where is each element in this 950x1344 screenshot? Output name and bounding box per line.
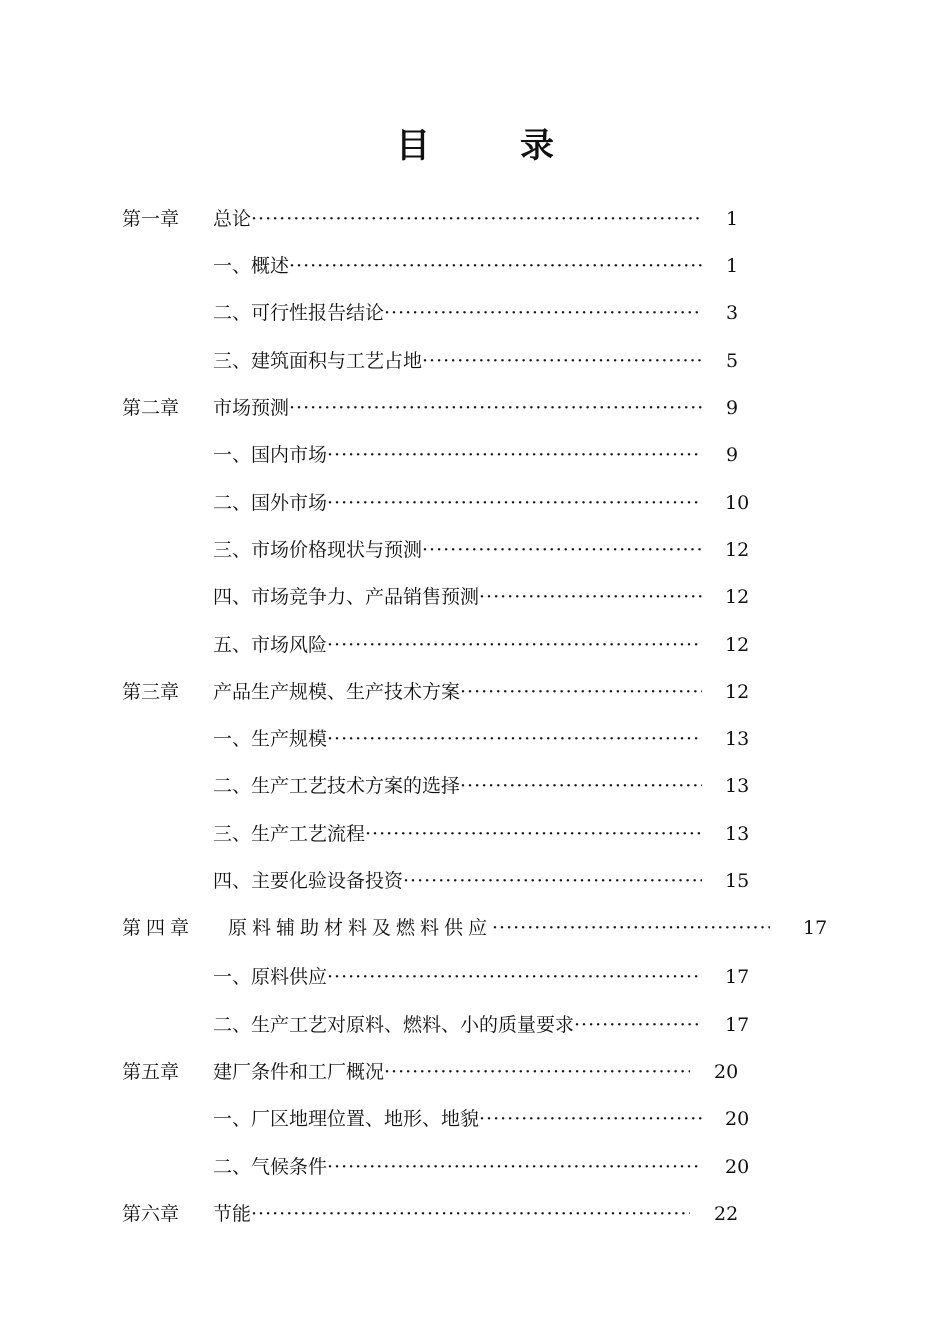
entry-title[interactable]: 建厂条件和工厂概况 ····· <box>213 1057 690 1087</box>
toc-entry[interactable] <box>0 1057 950 1087</box>
page-number: 20 <box>725 1156 750 1178</box>
toc-entry[interactable] <box>0 298 950 328</box>
chapter-number: 第四章 <box>122 917 195 939</box>
page-number: 3 <box>726 302 739 324</box>
page-number: 1 <box>726 255 739 277</box>
chapter-number: 第一章 <box>122 208 180 230</box>
entry-title[interactable]: 四、市场竞争力、产品销售预测 ····· <box>213 582 702 612</box>
entry-title[interactable]: 二、生产工艺技术方案的选择 ····· <box>213 771 702 801</box>
chapter-number: 第二章 <box>122 397 180 419</box>
page-number: 9 <box>726 444 739 466</box>
page-number: 20 <box>714 1061 739 1083</box>
entry-title[interactable]: 一、原料供应 ····· <box>213 962 702 992</box>
toc-entry[interactable] <box>0 1104 950 1134</box>
toc-entry[interactable] <box>0 393 950 423</box>
entry-title[interactable]: 原料辅助材料及燃料供应 ····· <box>228 913 770 943</box>
page-number: 9 <box>726 397 739 419</box>
page-number: 17 <box>803 917 828 939</box>
page-title: 目 录 <box>396 126 582 166</box>
chapter-number: 第五章 <box>122 1061 180 1083</box>
toc-entry[interactable] <box>0 866 950 896</box>
entry-title[interactable]: 二、国外市场 ····· <box>213 488 702 518</box>
toc-entry[interactable] <box>0 913 950 943</box>
entry-title[interactable]: 三、建筑面积与工艺占地 ····· <box>213 346 702 376</box>
entry-title[interactable]: 二、可行性报告结论 ····· <box>213 298 702 328</box>
entry-title[interactable]: 三、市场价格现状与预测 ····· <box>213 535 702 565</box>
entry-title[interactable]: 四、主要化验设备投资 ····· <box>213 866 702 896</box>
entry-title[interactable]: 三、生产工艺流程 ····· <box>213 819 702 849</box>
entry-title[interactable]: 总论 ····· <box>213 204 702 234</box>
toc-entry[interactable] <box>0 677 950 707</box>
entry-title[interactable]: 一、国内市场 ····· <box>213 440 702 470</box>
toc-entry[interactable] <box>0 962 950 992</box>
page-number: 12 <box>725 539 750 561</box>
entry-title[interactable]: 一、生产规模 ····· <box>213 724 702 754</box>
toc-entry[interactable] <box>0 1152 950 1182</box>
page-number: 12 <box>725 634 750 656</box>
toc-entry[interactable] <box>0 1199 950 1229</box>
entry-title[interactable]: 二、气候条件 ····· <box>213 1152 702 1182</box>
toc-entry[interactable] <box>0 535 950 565</box>
toc-entry[interactable] <box>0 346 950 376</box>
page-number: 5 <box>726 350 739 372</box>
toc-entry[interactable] <box>0 204 950 234</box>
toc-entry[interactable] <box>0 440 950 470</box>
entry-title[interactable]: 一、厂区地理位置、地形、地貌 ····· <box>213 1104 702 1134</box>
entry-title[interactable]: 市场预测 ····· <box>213 393 702 423</box>
toc-entry[interactable] <box>0 488 950 518</box>
page-number: 1 <box>726 208 739 230</box>
page-number: 12 <box>725 586 750 608</box>
page-number: 13 <box>725 775 750 797</box>
toc-entry[interactable] <box>0 630 950 660</box>
page-number: 13 <box>725 728 750 750</box>
chapter-number: 第六章 <box>122 1203 180 1225</box>
entry-title[interactable]: 一、概述 ····· <box>213 251 702 281</box>
page-number: 22 <box>714 1203 739 1225</box>
page-number: 10 <box>725 492 750 514</box>
toc-entry[interactable] <box>0 582 950 612</box>
page-number: 12 <box>725 681 750 703</box>
page-number: 17 <box>725 1014 750 1036</box>
toc-entry[interactable] <box>0 251 950 281</box>
toc-entry[interactable] <box>0 771 950 801</box>
page-number: 13 <box>725 823 750 845</box>
toc-entry[interactable] <box>0 819 950 849</box>
entry-title[interactable]: 二、生产工艺对原料、燃料、小的质量要求 ····· <box>213 1010 702 1040</box>
chapter-number: 第三章 <box>122 681 180 703</box>
page-number: 15 <box>725 870 750 892</box>
page-number: 17 <box>725 966 750 988</box>
toc-entry[interactable] <box>0 724 950 754</box>
entry-title[interactable]: 节能 ····· <box>213 1199 690 1229</box>
toc-entry[interactable] <box>0 1010 950 1040</box>
page-number: 20 <box>725 1108 750 1130</box>
entry-title[interactable]: 五、市场风险 ····· <box>213 630 702 660</box>
entry-title[interactable]: 产品生产规模、生产技术方案 ····· <box>213 677 702 707</box>
